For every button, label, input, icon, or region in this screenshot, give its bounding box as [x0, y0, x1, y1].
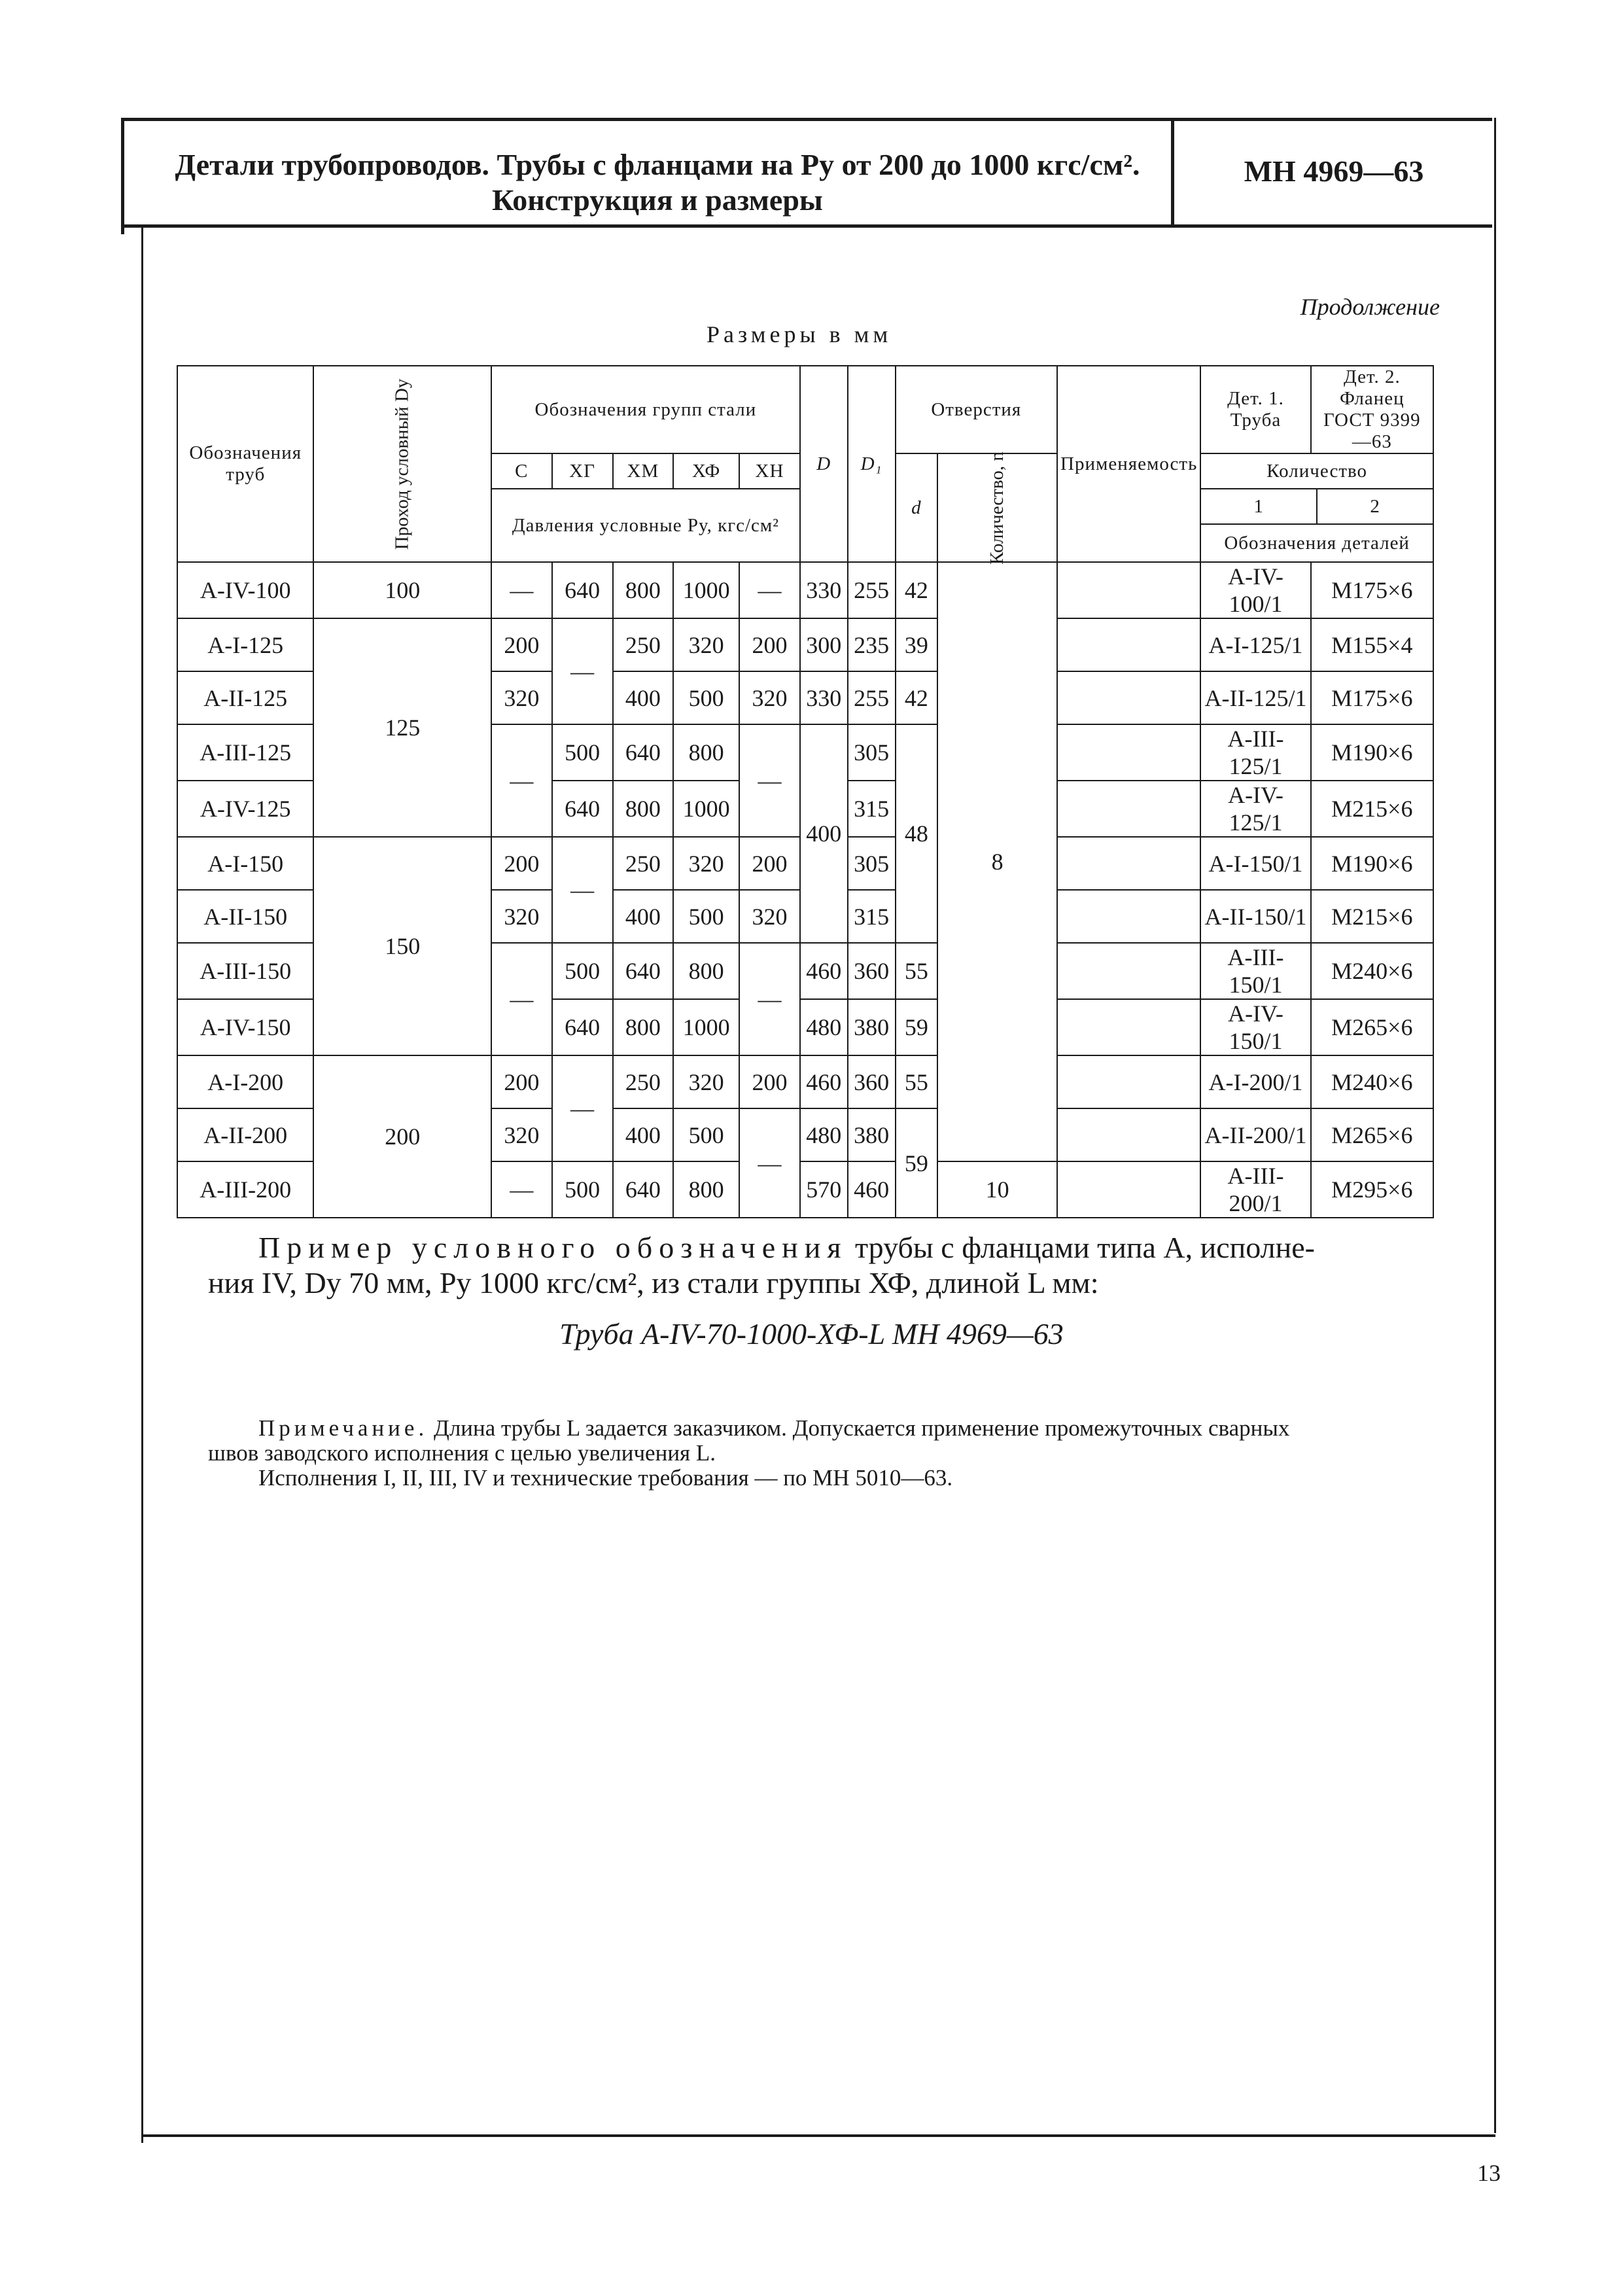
col-steel-hg: ХГ [552, 453, 613, 489]
cell-hm: 800 [613, 999, 674, 1055]
col-steel-hm: ХМ [613, 453, 674, 489]
cell-det1: А-III-200/1 [1200, 1161, 1310, 1218]
cell-c: — [491, 1161, 552, 1218]
col-det1: Дет. 1. Труба [1200, 366, 1310, 453]
cell-d: 55 [896, 1055, 938, 1108]
cell-hf: 800 [673, 1161, 739, 1218]
cell-D: 330 [800, 671, 848, 724]
cell-d: 48 [896, 724, 938, 943]
page-number: 13 [1477, 2160, 1501, 2186]
example-line1-rest: трубы с фланцами типа А, исполне- [847, 1231, 1315, 1264]
cell-c: — [491, 943, 552, 1055]
cell-det2: М190×6 [1311, 724, 1433, 781]
quantity-1: 1 [1201, 489, 1318, 523]
cell-name: А-III-200 [177, 1161, 313, 1218]
cell-name: А-IV-100 [177, 562, 313, 618]
cell-name: А-III-150 [177, 943, 313, 999]
cell-hf: 320 [673, 618, 739, 671]
cell-name: А-I-200 [177, 1055, 313, 1108]
cell-app [1057, 890, 1200, 943]
cell-det2: М155×4 [1311, 618, 1433, 671]
cell-D1: 315 [848, 781, 896, 837]
table-row [177, 1055, 1433, 1108]
cell-c: 320 [491, 1108, 552, 1161]
cell-D1: 255 [848, 562, 896, 618]
page-bottom-rule [141, 2134, 1495, 2137]
cell-app [1057, 1108, 1200, 1161]
cell-D1: 360 [848, 943, 896, 999]
cell-hm: 400 [613, 1108, 674, 1161]
cell-det2: М175×6 [1311, 562, 1433, 618]
cell-d: 39 [896, 618, 938, 671]
cell-name: А-IV-150 [177, 999, 313, 1055]
cell-hf: 500 [673, 671, 739, 724]
cell-hf: 500 [673, 1108, 739, 1161]
nominal-bore-label: Проход условный Dу [391, 378, 413, 550]
cell-app [1057, 943, 1200, 999]
cell-hf: 800 [673, 943, 739, 999]
cell-D: 460 [800, 943, 848, 999]
cell-dy: 150 [313, 837, 491, 1055]
header-left-rule [121, 118, 124, 234]
cell-n: 8 [937, 562, 1057, 1161]
page-frame-right [1494, 118, 1496, 2133]
example-lead: Пример условного обозначения [258, 1231, 848, 1264]
cell-name: А-IV-125 [177, 781, 313, 837]
title-line-1: Детали трубопроводов. Трубы с фланцами на Pу от 200 до 1000 кгс/см². [175, 148, 1140, 181]
header-divider [1171, 121, 1174, 226]
cell-D1: 380 [848, 999, 896, 1055]
cell-hn: — [739, 562, 800, 618]
cell-d: 42 [896, 562, 938, 618]
cell-det1: А-I-200/1 [1200, 1055, 1310, 1108]
cell-det2: М215×6 [1311, 890, 1433, 943]
dimensions-caption: Размеры в мм [707, 321, 892, 347]
col-part-designations [1200, 489, 1433, 562]
cell-det2: М240×6 [1311, 1055, 1433, 1108]
cell-D: 400 [800, 724, 848, 943]
cell-det1: А-II-150/1 [1200, 890, 1310, 943]
cell-D: 480 [800, 999, 848, 1055]
cell-name: А-III-125 [177, 724, 313, 781]
cell-det1: А-I-150/1 [1200, 837, 1310, 890]
example-line-2: ния IV, Dу 70 мм, Pу 1000 кгс/см², из стали группы ХФ, длиной L мм: [208, 1266, 1099, 1299]
cell-det1: А-I-125/1 [1200, 618, 1310, 671]
cell-D1: 380 [848, 1108, 896, 1161]
cell-d: 59 [896, 999, 938, 1055]
cell-D: 460 [800, 1055, 848, 1108]
cell-hg: — [552, 837, 613, 943]
cell-det1: А-III-150/1 [1200, 943, 1310, 999]
cell-hg: 500 [552, 724, 613, 781]
example-line-1 [258, 1230, 1449, 1265]
cell-hn: 320 [739, 671, 800, 724]
title-line-2: Конструкция и размеры [492, 183, 823, 217]
col-hole-count [937, 451, 1057, 565]
cell-D1: 305 [848, 724, 896, 781]
col-hole-d: d [896, 453, 938, 562]
cell-hg: 500 [552, 1161, 613, 1218]
cell-app [1057, 1055, 1200, 1108]
cell-det1: А-IV-100/1 [1200, 562, 1310, 618]
cell-det2: М215×6 [1311, 781, 1433, 837]
col-D: D [800, 366, 848, 562]
cell-hm: 400 [613, 671, 674, 724]
col-steel-hf: ХФ [673, 453, 739, 489]
table-row [177, 562, 1433, 618]
cell-det2: М265×6 [1311, 1108, 1433, 1161]
note-line1-rest: Длина трубы L задается заказчиком. Допускается применение промежуточных сварных [428, 1415, 1290, 1441]
hole-count-label: Количество, n [986, 451, 1008, 565]
cell-D: 300 [800, 618, 848, 671]
cell-dy: 100 [313, 562, 491, 618]
col-steel-hn: ХН [739, 453, 800, 489]
cell-c: 320 [491, 671, 552, 724]
cell-name: А-I-150 [177, 837, 313, 890]
cell-hf: 1000 [673, 562, 739, 618]
cell-app [1057, 837, 1200, 890]
cell-hm: 250 [613, 837, 674, 890]
quantity-2: 2 [1370, 496, 1380, 517]
cell-det2: М265×6 [1311, 999, 1433, 1055]
col-steel-c: С [491, 453, 552, 489]
cell-hm: 800 [613, 562, 674, 618]
part-designations-label: Обозначения деталей [1224, 533, 1410, 554]
cell-hg: 640 [552, 562, 613, 618]
cell-hf: 1000 [673, 999, 739, 1055]
cell-D1: 235 [848, 618, 896, 671]
cell-det1: А-II-125/1 [1200, 671, 1310, 724]
cell-det1: А-III-125/1 [1200, 724, 1310, 781]
cell-app [1057, 724, 1200, 781]
cell-hm: 640 [613, 943, 674, 999]
col-holes: Отверстия [896, 366, 1058, 453]
cell-name: А-I-125 [177, 618, 313, 671]
col-designation: Обозначения труб [177, 366, 313, 562]
note-line-3: Исполнения I, II, III, IV и технические требования — по МН 5010—63. [258, 1465, 953, 1491]
note-line-2: швов заводского исполнения с целью увеличения L. [208, 1440, 716, 1466]
standard-code: МН 4969—63 [1244, 154, 1424, 188]
cell-hg: 640 [552, 781, 613, 837]
cell-det2: М190×6 [1311, 837, 1433, 890]
cell-D1: 360 [848, 1055, 896, 1108]
col-steel-groups: Обозначения групп стали [491, 366, 800, 453]
cell-hm: 400 [613, 890, 674, 943]
cell-hn: 200 [739, 618, 800, 671]
dimensions-table [177, 365, 1434, 1218]
cell-c: — [491, 724, 552, 837]
cell-hn: 320 [739, 890, 800, 943]
cell-dy: 200 [313, 1055, 491, 1218]
cell-hn: — [739, 943, 800, 1055]
cell-dy: 125 [313, 618, 491, 837]
cell-app [1057, 781, 1200, 837]
cell-hn: 200 [739, 837, 800, 890]
note-label: Примечание. [258, 1415, 428, 1441]
cell-name: А-II-150 [177, 890, 313, 943]
table-row [177, 618, 1433, 671]
document-title [154, 147, 1161, 218]
cell-hm: 800 [613, 781, 674, 837]
cell-d: 59 [896, 1108, 938, 1218]
cell-n: 10 [937, 1161, 1057, 1218]
cell-det2: М175×6 [1311, 671, 1433, 724]
cell-hg: 640 [552, 999, 613, 1055]
header-box [121, 118, 1492, 228]
cell-hn: — [739, 1108, 800, 1218]
cell-D: 330 [800, 562, 848, 618]
col-applicability: Применяемость [1057, 366, 1200, 562]
cell-hf: 500 [673, 890, 739, 943]
cell-app [1057, 618, 1200, 671]
cell-det1: А-II-200/1 [1200, 1108, 1310, 1161]
cell-det1: А-IV-150/1 [1200, 999, 1310, 1055]
cell-D1: 255 [848, 671, 896, 724]
cell-hf: 320 [673, 1055, 739, 1108]
cell-hm: 250 [613, 1055, 674, 1108]
cell-d: 55 [896, 943, 938, 999]
cell-hn: 200 [739, 1055, 800, 1108]
cell-c: — [491, 562, 552, 618]
cell-hg: 500 [552, 943, 613, 999]
cell-det2: М240×6 [1311, 943, 1433, 999]
cell-d: 42 [896, 671, 938, 724]
cell-app [1057, 1161, 1200, 1218]
col-nominal-bore [313, 366, 491, 562]
cell-hm: 640 [613, 1161, 674, 1218]
cell-c: 320 [491, 890, 552, 943]
cell-hf: 1000 [673, 781, 739, 837]
cell-D1: 305 [848, 837, 896, 890]
cell-hg: — [552, 1055, 613, 1161]
cell-D: 570 [800, 1161, 848, 1218]
cell-c: 200 [491, 1055, 552, 1108]
cell-hf: 800 [673, 724, 739, 781]
cell-det2: М295×6 [1311, 1161, 1433, 1218]
note-line-1 [258, 1415, 1456, 1442]
page-frame-left [141, 226, 143, 2143]
cell-D: 480 [800, 1108, 848, 1161]
cell-hf: 320 [673, 837, 739, 890]
cell-hg: — [552, 618, 613, 724]
col-quantity: Количество [1200, 453, 1433, 489]
cell-hn: — [739, 724, 800, 837]
col-pressure: Давления условные Pу, кгс/см² [491, 489, 800, 562]
cell-name: А-II-125 [177, 671, 313, 724]
cell-name: А-II-200 [177, 1108, 313, 1161]
cell-D1: 315 [848, 890, 896, 943]
cell-app [1057, 999, 1200, 1055]
cell-hm: 640 [613, 724, 674, 781]
cell-D1: 460 [848, 1161, 896, 1218]
cell-app [1057, 562, 1200, 618]
cell-hm: 250 [613, 618, 674, 671]
continuation-label: Продолжение [1300, 294, 1440, 320]
example-designation: Труба А-IV-70-1000-ХФ-L МН 4969—63 [559, 1317, 1064, 1351]
cell-c: 200 [491, 618, 552, 671]
cell-app [1057, 671, 1200, 724]
cell-c: 200 [491, 837, 552, 890]
col-det2: Дет. 2. Фланец ГОСТ 9399—63 [1311, 366, 1433, 453]
col-D1: D₁ [848, 366, 896, 562]
cell-det1: А-IV-125/1 [1200, 781, 1310, 837]
